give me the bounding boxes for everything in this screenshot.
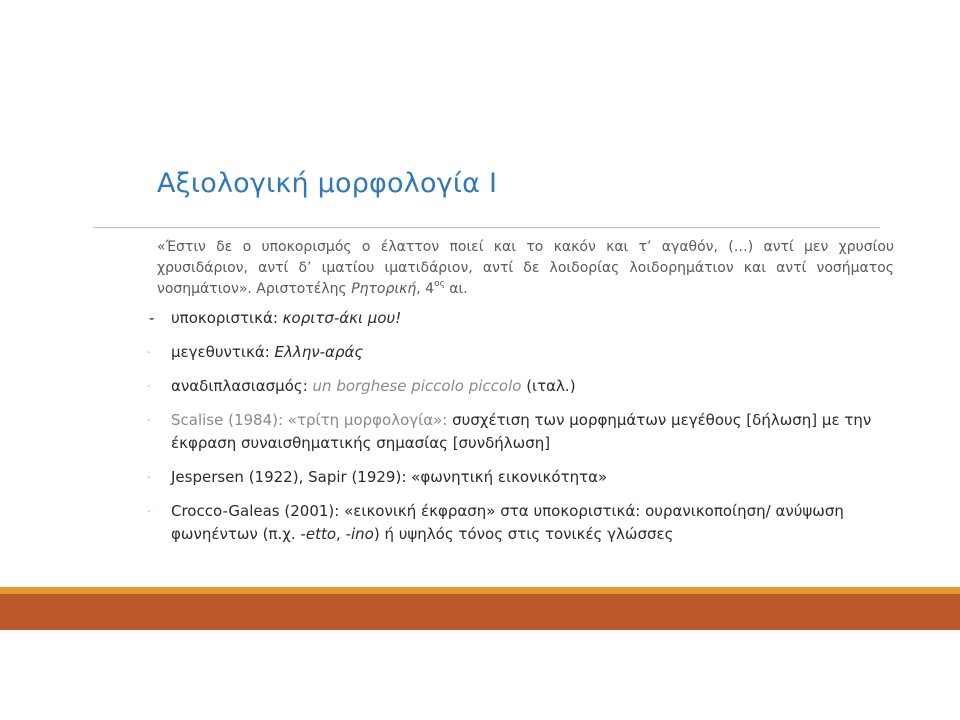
item-example: κοριτσ-άκι μου! xyxy=(282,309,402,327)
list-item xyxy=(145,341,905,364)
quote-work-title: Ρητορική xyxy=(351,281,417,297)
list-item xyxy=(145,466,905,489)
bullet-list xyxy=(145,307,905,546)
dash-bullet-icon: - xyxy=(147,381,151,392)
list-item xyxy=(145,307,905,330)
footer-band-orange xyxy=(0,587,960,594)
dash-bullet-icon: - xyxy=(147,347,151,358)
item-label: αναδιπλασιασμός: xyxy=(171,377,313,395)
quote-century: , 4 xyxy=(416,281,435,297)
quote-century-end: αι. xyxy=(444,281,468,297)
dash-bullet-icon: - xyxy=(147,506,151,517)
item-example: un borghese piccolo piccolo xyxy=(312,377,522,395)
dash-bullet-icon: - xyxy=(147,472,151,483)
aristotle-quote xyxy=(157,237,894,300)
item-text: ) ή υψηλός τόνος στις τονικές γλώσσες xyxy=(373,525,674,543)
dash-bullet-icon: - xyxy=(149,309,155,327)
list-item xyxy=(145,409,905,455)
item-text: Crocco-Galeas (2001): «εικονική έκφραση» στα υποκοριστικά: ουρανικοποίηση/ ανύψωση φωνηέντων (π.χ. xyxy=(171,502,844,543)
item-text: συσχέτιση των μορφημάτων μεγέθους [δήλωση] με την έκφραση συναισθηματικής σημασίας [συνδήλωση] xyxy=(171,411,872,452)
list-item xyxy=(145,375,905,398)
list-item xyxy=(145,500,905,546)
item-example: Ελλην-αράς xyxy=(274,343,364,361)
item-example: -etto xyxy=(300,525,337,543)
item-author: Scalise (1984): «τρίτη μορφολογία»: xyxy=(171,411,453,429)
item-text: Jespersen (1922), Sapir (1929): «φωνητική εικονικότητα» xyxy=(171,468,608,486)
item-note: (ιταλ.) xyxy=(521,377,576,395)
footer-band-rust xyxy=(0,594,960,630)
title-divider xyxy=(94,227,880,228)
dash-bullet-icon: - xyxy=(147,415,151,426)
item-label: υποκοριστικά: xyxy=(171,309,283,327)
item-label: μεγεθυντικά: xyxy=(171,343,275,361)
item-separator: , xyxy=(336,525,346,543)
quote-text: «Έστιν δε ο υποκορισμός ο έλαττον ποιεί και το κακόν και τ’ αγαθόν, (…) αντί μεν χρυσίου χρυσιδάριον, αντί δ’ ιματίου ιματιδάριον, αντί δε λοιδορίας λοιδορημάτιον και αντί νοσήματος νοσημάτιον». Αριστοτέλης xyxy=(157,239,894,297)
item-example: -ino xyxy=(345,525,374,543)
slide-title: Αξιολογική μορφολογία Ι xyxy=(157,168,498,199)
quote-century-sup: ος xyxy=(434,279,445,290)
